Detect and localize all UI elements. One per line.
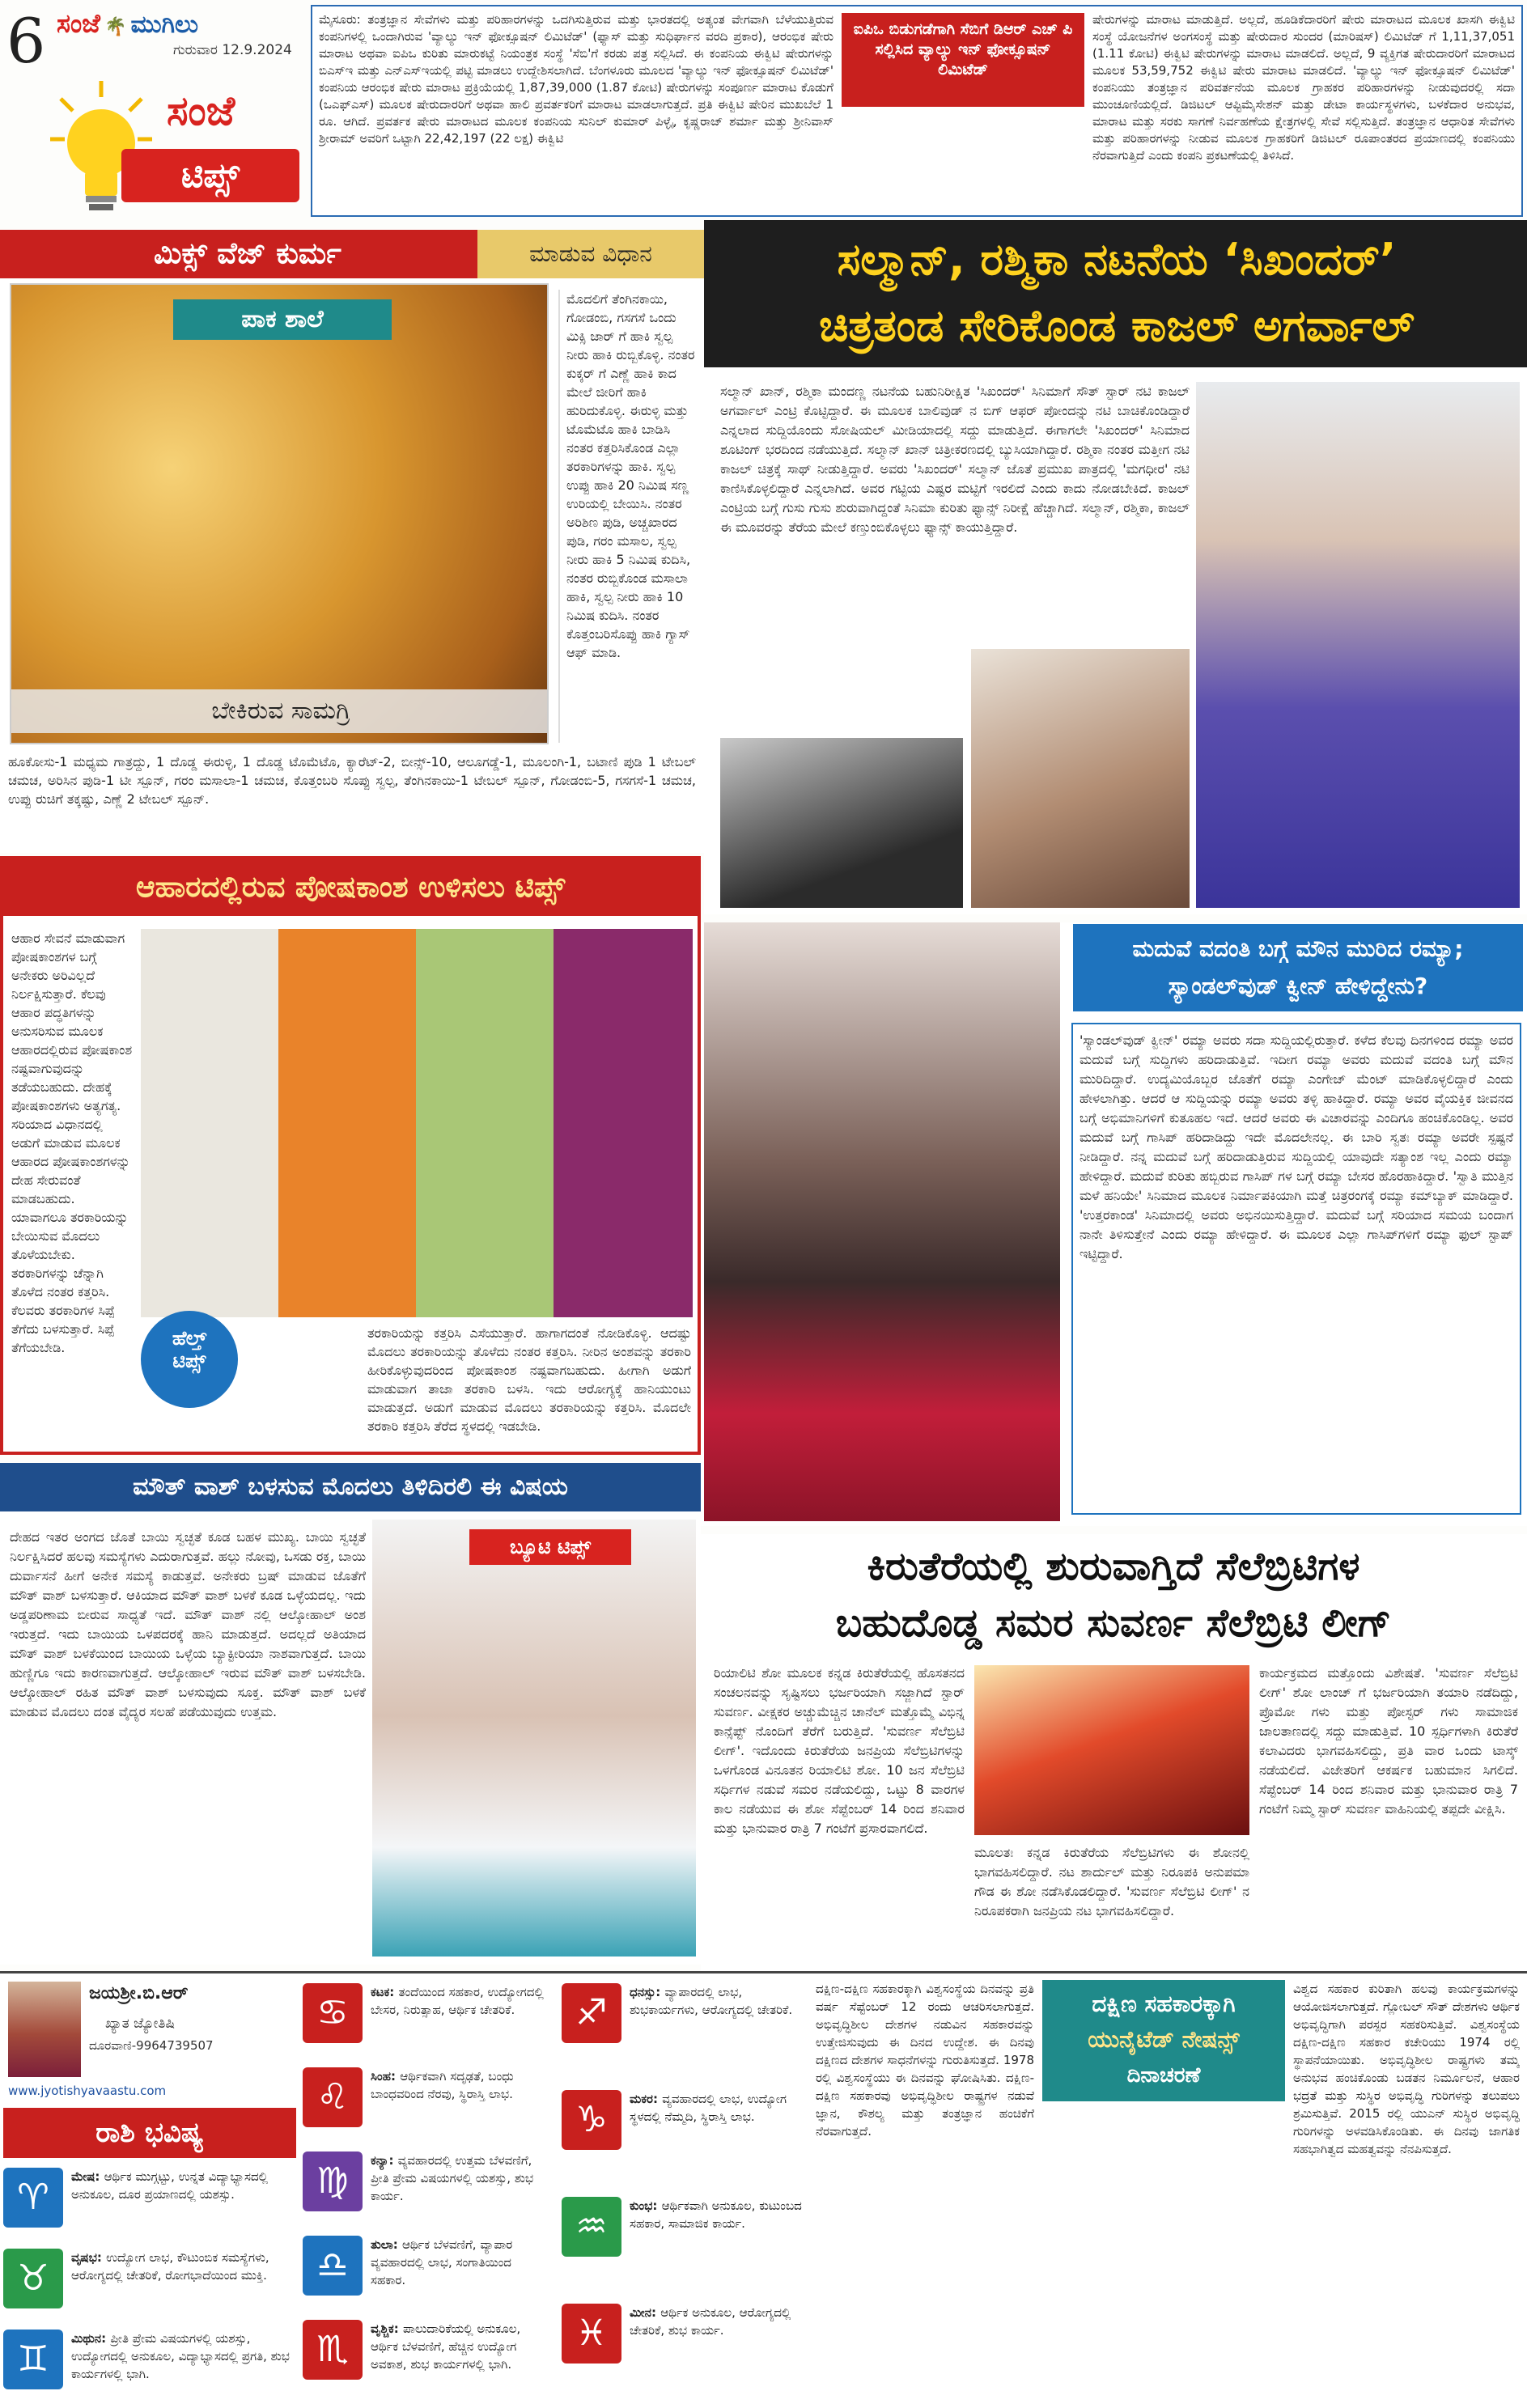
recipe-article (0, 230, 704, 853)
zodiac-text: ವ್ಯವಹಾರದಲ್ಲಿ ಲಾಭ, ಉದ್ಯೋಗ ಸ್ಥಳದಲ್ಲಿ ನೆಮ್ಮದಿ, ಸ್ಥಿರಾಸ್ತಿ ಲಾಭ. (630, 2092, 787, 2124)
zodiac-name: ವೃಶ್ಚಿಕ: (371, 2321, 404, 2336)
nutrition-title: ಆಹಾರದಲ್ಲಿರುವ ಪೋಷಕಾಂಶ ಉಳಿಸಲು ಟಿಪ್ಸ್ (135, 871, 566, 904)
zodiac-icon: ♓ (562, 2304, 621, 2363)
ipo-col1: ಮೈಸೂರು: ತಂತ್ರಜ್ಞಾನ ಸೇವೆಗಳು ಮತ್ತು ಪರಿಹಾರಗಳನ್ನು ಒದಗಿಸುತ್ತಿರುವ ಮತ್ತು ಭಾರತದಲ್ಲಿ ಅತ್ಯಂತ ವೇಗವಾಗಿ ಬೆಳೆಯುತ್ತಿರುವ ಕಂಪನಿಗಳಲ್ಲಿ ಒಂದಾಗಿರುವ 'ವ್ಯಾಲ್ಯು ಇನ್ ಫೋಕ್ಸೂಷನ್ ಲಿಮಿಟೆಡ್' (ಫ್ಯಾಸ್ ಮತ್ತು ಸುಧಿರ್ಘಾನ ವರದಿ ಪ್ರಕಾರ), ಆರಂಭಿಕ ಷೇರು ಮಾರಾಟ ಅಥವಾ ಐಪಿಒ ಕುರಿತು ಮಾರುಕಟ್ಟೆ ನಿಯಂತ್ರಕ ಸಂಸ್ಥೆ 'ಸೆಬಿ'ಗೆ ಕರಡು ಪತ್ರ ಸಲ್ಲಿಸಿದೆ. ಈ ಕಂಪನಿಯ ಈಕ್ವಿಟಿ ಷೇರುಗಳನ್ನು ಬಿಎಸ್ಇ ಮತ್ತು ಎನ್ಎಸ್ಇಯಲ್ಲಿ ಪಟ್ಟಿ ಮಾಡಲು ಉದ್ದೇಶಿಸಲಾಗಿದೆ. ಬೆಂಗಳೂರು ಮೂಲದ 'ವ್ಯಾಲ್ಯು ಇನ್ ಫೋಕ್ಸೂಷನ್ ಲಿಮಿಟೆಡ್' ಕಂಪನಿಯ ಆರಂಭಿಕ ಷೇರು ಮಾರಾಟ ಪ್ರಕ್ರಿಯೆಯಲ್ಲಿ 1,87,39,000 (1.87 ಕೋಟಿ) ಷೇರುಗಳನ್ನು ಸಂಪೂರ್ಣ ಮಾರಾಟ ಕೊಡುಗೆ (ಒಎಫ್ಎಸ್) ಮೂಲಕ ಷೇರುದಾರರಿಗೆ ಅಥವಾ ಹಾಲಿ ಪ್ರವರ್ತಕರಿಗೆ ಮಾರಾಟ ಮಾಡಲಾಗುತ್ತದೆ. ಪ್ರತಿ ಈಕ್ವಿಟಿ ಷೇರಿನ ಮುಖಬೆಲೆ 1 ರೂ. ಆಗಿದೆ. ಪ್ರವರ್ತಕ ಷೇರು ಮಾರಾಟದ ಮೂಲಕ ಕಂಪನಿಯ ಸುನಿಲ್ ಕುಮಾರ್ ಪಿಳ್ಳೈ, ಕೃಷ್ಣರಾಜ್ ಶರ್ಮಾ ಮತ್ತು ಶ್ರೀನಿವಾಸ್ ಶ್ರೀರಾಮ್ ಅವರಿಗೆ ಒಟ್ಟಾಗಿ 22,42,197 (22 ಲಕ್ಷ) ಈಕ್ವಿಟಿ (319, 12, 833, 146)
zodiac-icon: ♋ (303, 1983, 363, 2043)
zodiac-name: ಕುಂಭ: (630, 2198, 662, 2213)
beauty-tips-badge: ಬ್ಯೂಟಿ ಟಿಪ್ಸ್ (469, 1529, 631, 1565)
section-tips-badge: ಟಿಪ್ಸ್ (121, 149, 299, 202)
zodiac-text: ಆರ್ಥಿಕವಾಗಿ ಅನುಕೂಲ, ಕುಟುಂಬದ ಸಹಕಾರ, ಸಾಮಾಜಿಕ ಕಾರ್ಯ. (630, 2198, 802, 2231)
celebrity-headline-2: ಬಹುದೊಡ್ಡ ಸಮರ ಸುವರ್ಣ ಸೆಲೆಬ್ರಿಟಿ ಲೀಗ್ (835, 1600, 1392, 1646)
zodiac-name: ಸಿಂಹ: (371, 2069, 401, 2084)
vegetable-photo (141, 929, 693, 1317)
recipe-method: ಮೊದಲಿಗೆ ತೆಂಗಿನಕಾಯಿ, ಗೋಡಂಬಿ, ಗಸಗಸೆ ಒಂದು ಮಿಕ್ಸಿ ಜಾರ್ ಗೆ ಹಾಕಿ ಸ್ವಲ್ಪ ನೀರು ಹಾಕಿ ರುಬ್ಬಿಕೊಳ್ಳಿ. ನಂತರ ಕುಕ್ಕರ್ ಗೆ ಎಣ್ಣೆ ಹಾಕಿ ಕಾದ ಮೇಲೆ ಜೀರಿಗೆ ಹಾಕಿ ಹುರಿದುಕೊಳ್ಳಿ. ಈರುಳ್ಳಿ ಮತ್ತು ಟೊಮೆಟೊ ಹಾಕಿ ಬಾಡಿಸಿ ನಂತರ ಕತ್ತರಿಸಿಕೊಂಡ ಎಲ್ಲಾ ತರಕಾರಿಗಳನ್ನು ಹಾಕಿ. ಸ್ವಲ್ಪ ಉಪ್ಪು ಹಾಕಿ 20 ನಿಮಿಷ ಸಣ್ಣ ಉರಿಯಲ್ಲಿ ಬೇಯಿಸಿ. ನಂತರ ಅರಿಶಿಣ ಪುಡಿ, ಅಚ್ಚಖಾರದ ಪುಡಿ, ಗರಂ ಮಸಾಲ, ಸ್ವಲ್ಪ ನೀರು ಹಾಕಿ 5 ನಿಮಿಷ ಕುದಿಸಿ, ನಂತರ ರುಬ್ಬಿಕೊಂಡ ಮಸಾಲಾ ಹಾಕಿ, ಸ್ವಲ್ಪ ನೀರು ಹಾಕಿ 10 ನಿಮಿಷ ಕುದಿಸಿ. ನಂತರ ಕೊತ್ತಂಬರಿಸೊಪ್ಪು ಹಾಕಿ ಗ್ಯಾಸ್ ಆಫ್ ಮಾಡಿ. (558, 290, 698, 743)
zodiac-sign (299, 2232, 547, 2313)
zodiac-text: ಆರ್ಥಿಕ ಬೆಳವಣಿಗೆ, ವ್ಯಾಪಾರ ವ್ಯವಹಾರದಲ್ಲಿ ಲಾಭ, ಸಂಗಾತಿಯಿಂದ ಸಹಕಾರ. (371, 2237, 513, 2287)
ramya-photo (704, 922, 1060, 1521)
zodiac-sign (0, 2164, 293, 2242)
kajal-article (704, 220, 1527, 914)
palm-icon: 🌴 (104, 17, 127, 37)
rashmika-photo (971, 649, 1190, 908)
un-day-article (809, 1971, 1527, 2408)
rashi-title-bar (3, 2108, 296, 2158)
zodiac-text: ಆರ್ಥಿಕ ಮುಗ್ಗಟ್ಟು, ಉನ್ನತ ವಿದ್ಯಾಭ್ಯಾಸದಲ್ಲಿ ಅನುಕೂಲ, ದೂರ ಪ್ರಯಾಣದಲ್ಲಿ ಯಶಸ್ಸು. (71, 2169, 268, 2202)
zodiac-sign (0, 2326, 293, 2404)
zodiac-sign (299, 2064, 547, 2145)
zodiac-sign (558, 2087, 806, 2190)
un-day-headline-box (1042, 1980, 1285, 2101)
zodiac-sign (0, 2245, 293, 2323)
section-sanje: ಸಂಜೆ (167, 87, 235, 134)
zodiac-text: ಆರ್ಥಿಕ ಅನುಕೂಲ, ಆರೋಗ್ಯದಲ್ಲಿ ಚೇತರಿಕೆ, ಶುಭ ಕಾರ್ಯ. (630, 2305, 791, 2338)
mouthwash-article (0, 1463, 701, 1965)
ramya-headline-box (1071, 922, 1525, 1013)
zodiac-icon: ♏ (303, 2320, 363, 2380)
mouthwash-title: ಮೌತ್ ವಾಶ್ ಬಳಸುವ ಮೊದಲು ತಿಳಿದಿರಲಿ ಈ ವಿಷಯ (133, 1473, 568, 1501)
zodiac-text: ತಂದೆಯಿಂದ ಸಹಕಾರ, ಉದ್ಯೋಗದಲ್ಲಿ ಬೇಸರ, ನಿರುತ್ಸಾಹ, ಆರ್ಥಿಕ ಚೇತರಿಕೆ. (371, 1985, 544, 2017)
ramya-headline-2: ಸ್ಯಾಂಡಲ್‌ವುಡ್ ಕ್ವೀನ್ ಹೇಳಿದ್ದೇನು? (1168, 973, 1428, 999)
recipe-ingredients: ಹೂಕೋಸು-1 ಮಧ್ಯಮ ಗಾತ್ರದ್ದು, 1 ದೊಡ್ಡ ಈರುಳ್ಳಿ, 1 ದೊಡ್ಡ ಟೊಮೆಟೊ, ಕ್ಯಾರೆಟ್-2, ಬೀನ್ಸ್-10, ಆಲೂಗಡ್ಡೆ-1, ಮೂಲಂಗಿ-1, ಬಟಾಣಿ ಪುಡಿ 1 ಟೇಬಲ್ ಚಮಚ, ಅರಿಸಿನ ಪುಡಿ-1 ಟೀ ಸ್ಪೂನ್, ಗರಂ ಮಸಾಲಾ-1 ಚಮಚ, ಕೊತ್ತಂಬರಿ ಸೊಪ್ಪು ಸ್ವಲ್ಪ, ತೆಂಗಿನಕಾಯಿ-1 ಟೇಬಲ್ ಸ್ಪೂನ್, ಗೋಡಂಬಿ-5, ಗಸಗಸೆ-1 ಚಮಚ, ಉಪ್ಪು ರುಚಿಗೆ ತಕ್ಕಷ್ಟು, ಎಣ್ಣೆ 2 ಟೇಬಲ್ ಸ್ಪೂನ್. (8, 754, 696, 807)
celebrity-headline-1: ಕಿರುತೆರೆಯಲ್ಲಿ ಶುರುವಾಗ್ತಿದೆ ಸೆಲೆಬ್ರಿಟಿಗಳ (867, 1544, 1360, 1589)
zodiac-name: ಧನಸ್ಸು: (630, 1985, 665, 1999)
salman-photo (720, 738, 963, 908)
zodiac-sign (299, 1980, 547, 2061)
zodiac-name: ವೃಷಭ: (71, 2250, 107, 2265)
recipe-method-label: ಮಾಡುವ ವಿಧಾನ (477, 230, 704, 278)
zodiac-text: ಆರ್ಥಿಕವಾಗಿ ಸದೃಢತೆ, ಬಂಧು ಬಾಂಧವರಿಂದ ನೆರವು, ಸ್ಥಿರಾಸ್ತಿ ಲಾಭ. (371, 2069, 514, 2101)
zodiac-name: ತುಲಾ: (371, 2237, 402, 2252)
nutrition-col2: ತರಕಾರಿಯನ್ನು ಕತ್ತರಿಸಿ ಎಸೆಯುತ್ತಾರೆ. ಹಾಗಾಗದಂತೆ ನೋಡಿಕೊಳ್ಳಿ. ಆದಷ್ಟು ಮೊದಲು ತರಕಾರಿಯನ್ನು ತೊಳೆದು ನಂತರ ಕತ್ತರಿಸಿ. ನೀರಿನ ಅಂಶವನ್ನು ತರಕಾರಿ ಹೀರಿಕೊಳ್ಳುವುದರಿಂದ ಪೋಷಕಾಂಶ ನಷ್ಟವಾಗಬಹುದು. ಹೀಗಾಗಿ ಅಡುಗೆ ಮಾಡುವಾಗ ತಾಜಾ ತರಕಾರಿ ಬಳಸಿ. ಇದು ಆರೋಗ್ಯಕ್ಕೆ ಹಾನಿಯುಂಟು ಮಾಡುತ್ತದೆ. ಅಡುಗೆ ಮಾಡುವ ಮೊದಲು ತರಕಾರಿಯನ್ನು ಕತ್ತರಿಸಿ. ಮೊದಲೇ ತರಕಾರಿ ಕತ್ತರಿಸಿ ತೆರೆದ ಸ್ಥಳದಲ್ಲಿ ಇಡಬೇಡಿ. (367, 1325, 691, 1434)
brand-mugilu: ಮುಗಿಲು (130, 11, 199, 39)
recipe-photo (10, 283, 549, 744)
kajal-body: ಸಲ್ಮಾನ್ ಖಾನ್, ರಶ್ಮಿಕಾ ಮಂದಣ್ಣ ನಟನೆಯ ಬಹುನಿರೀಕ್ಷಿತ 'ಸಿಖಂದರ್' ಸಿನಿಮಾಗೆ ಸೌತ್ ಸ್ಟಾರ್ ನಟಿ ಕಾಜಲ್ ಅಗರ್ವಾಲ್ ಎಂಟ್ರಿ ಕೊಟ್ಟಿದ್ದಾರೆ. ಈ ಮೂಲಕ ಬಾಲಿವುಡ್ ನ ಬಿಗ್ ಆಫರ್ ಪೋಂದನ್ನು ನಟಿ ಬಾಚಿಕೊಂಡಿದ್ದಾರೆ ಎನ್ನಲಾದ ಸುದ್ದಿಯೊಂದು ಸೋಷಿಯಲ್ ಮೀಡಿಯಾದಲ್ಲಿ ಸದ್ದು ಮಾಡುತ್ತಿದೆ. ಈಗಾಗಲೇ 'ಸಿಖಂದರ್' ಸಿನಿಮಾದ ಶೂಟಿಂಗ್ ಭರದಿಂದ ನಡೆಯುತ್ತಿದೆ. ಸಲ್ಮಾನ್ ಖಾನ್ ಚಿತ್ರೀಕರಣದಲ್ಲಿ ಬ್ಯುಸಿಯಾಗಿದ್ದಾರೆ. ರಶ್ಮಿಕಾ ನಂತರ ಮತ್ತೀಗ ನಟಿ ಕಾಜಲ್ ಚಿತ್ರಕ್ಕೆ ಸಾಥ್ ನೀಡುತ್ತಿದ್ದಾರೆ. ಅವರು 'ಸಿಖಂದರ್' ಸಲ್ಮಾನ್ ಜೊತೆ ಪ್ರಮುಖ ಪಾತ್ರದಲ್ಲಿ 'ಮಗಧೀರ' ನಟಿ ಕಾಣಿಸಿಕೊಳ್ಳಲಿದ್ದಾರೆ ಎನ್ನಲಾಗಿದೆ. ಅವರ ಗಟ್ಟಿಯ ಎಷ್ಟರ ಮಟ್ಟಿಗೆ ಇರಲಿದೆ ಎಂದು ಕಾದು ನೋಡಬೇಕಿದೆ. ಕಾಜಲ್ ಎಂಟ್ರಿಯ ಬಗ್ಗೆ ಗುಸು ಗುಸು ಶುರುವಾಗಿದ್ದಂತೆ ಸಿನಿಮಾ ಕುರಿತು ಫ್ಯಾನ್ಸ್ ನಿರೀಕ್ಷೆ ಹೆಚ್ಚಾಗಿದೆ. ಸಲ್ಮಾನ್, ರಶ್ಮಿಕಾ, ಕಾಜಲ್ ಈ ಮೂವರನ್ನು ತೆರೆಯ ಮೇಲೆ ಕಣ್ತುಂಬಿಕೊಳ್ಳಲು ಫ್ಯಾನ್ಸ್ ಕಾಯುತ್ತಿದ್ದಾರೆ. (720, 384, 1190, 535)
zodiac-name: ಮೀನ: (630, 2305, 661, 2320)
un-day-headline-1: ದಕ್ಷಿಣ ಸಹಕಾರಕ್ಕಾಗಿ (1092, 1990, 1236, 2017)
zodiac-name: ಕನ್ಯಾ: (371, 2153, 398, 2168)
zodiac-sign (558, 1980, 806, 2084)
mouthwash-title-bar (0, 1463, 701, 1511)
ipo-article (311, 5, 1523, 217)
zodiac-icon: ♈ (3, 2168, 63, 2228)
zodiac-icon: ♐ (562, 1983, 621, 2043)
kajal-headline-1: ಸಲ್ಮಾನ್, ರಶ್ಮಿಕಾ ನಟನೆಯ ‘ಸಿಖಂದರ್’ (837, 234, 1397, 285)
zodiac-icon: ♌ (303, 2067, 363, 2127)
ramya-article (701, 922, 1527, 1526)
zodiac-text: ಪ್ರೀತಿ ಪ್ರೇಮ ವಿಷಯಗಳಲ್ಲಿ ಯಶಸ್ಸು, ಉದ್ಯೋಗದಲ್ಲಿ ಅನುಕೂಲ, ವಿದ್ಯಾಭ್ಯಾಸದಲ್ಲಿ ಪ್ರಗತಿ, ಶುಭ ಕಾರ್ಯಗಳಲ್ಲಿ ಭಾಗಿ. (71, 2331, 290, 2381)
celebrity-col1: ರಿಯಾಲಿಟಿ ಶೋ ಮೂಲಕ ಕನ್ನಡ ಕಿರುತೆರೆಯಲ್ಲಿ ಹೊಸತನದ ಸಂಚಲನವನ್ನು ಸೃಷ್ಟಿಸಲು ಭರ್ಜರಿಯಾಗಿ ಸಜ್ಜಾಗಿದೆ ಸ್ಟಾರ್ ಸುವರ್ಣ. ವೀಕ್ಷಕರ ಅಚ್ಚುಮೆಚ್ಚಿನ ಚಾನೆಲ್ ಮತ್ತೊಮ್ಮೆ ವಿಭಿನ್ನ ಕಾನ್ಸೆಪ್ಟ್ ನೊಂದಿಗೆ ತೆರೆಗೆ ಬರುತ್ತಿದೆ. 'ಸುವರ್ಣ ಸೆಲೆಬ್ರಿಟಿ ಲೀಗ್'. ಇದೊಂದು ಕಿರುತೆರೆಯ ಜನಪ್ರಿಯ ಸೆಲೆಬ್ರಿಟಿಗಳನ್ನು ಒಳಗೊಂಡ ವಿನೂತನ ರಿಯಾಲಿಟಿ ಶೋ. 10 ಜನ ಸೆಲೆಬ್ರಿಟಿ ಸರ್ಧಿಗಳ ನಡುವೆ ಸಮರ ನಡೆಯಲಿದ್ದು, ಒಟ್ಟು 8 ವಾರಗಳ ಕಾಲ ನಡೆಯುವ ಈ ಶೋ ಸೆಪ್ಟೆಂಬರ್ 14 ರಿಂದ ಶನಿವಾರ ಮತ್ತು ಭಾನುವಾರ ರಾತ್ರಿ 7 ಗಂಟೆಗೆ ಪ್ರಸಾರವಾಗಲಿದೆ. (714, 1665, 965, 1836)
un-day-col1: ದಕ್ಷಿಣ-ದಕ್ಷಿಣ ಸಹಕಾರಕ್ಕಾಗಿ ವಿಶ್ವಸಂಸ್ಥೆಯ ದಿನವನ್ನು ಪ್ರತಿ ವರ್ಷ ಸೆಪ್ಟೆಂಬರ್ 12 ರಂದು ಆಚರಿಸಲಾಗುತ್ತದೆ. ಅಭಿವೃದ್ಧಿಶೀಲ ದೇಶಗಳ ನಡುವಿನ ಸಹಕಾರವನ್ನು ಉತ್ತೇಜಿಸುವುದು ಈ ದಿನದ ಉದ್ದೇಶ. ಈ ದಿನವು ದಕ್ಷಿಣದ ದೇಶಗಳ ಸಾಧನೆಗಳನ್ನು ಗುರುತಿಸುತ್ತದೆ. 1978 ರಲ್ಲಿ ವಿಶ್ವಸಂಸ್ಥೆಯು ಈ ದಿನವನ್ನು ಘೋಷಿಸಿತು. ದಕ್ಷಿಣ-ದಕ್ಷಿಣ ಸಹಕಾರವು ಅಭಿವೃದ್ಧಿಶೀಲ ರಾಷ್ಟ್ರಗಳ ನಡುವೆ ಜ್ಞಾನ, ಕೌಶಲ್ಯ ಮತ್ತು ತಂತ್ರಜ್ಞಾನ ಹಂಚಿಕೆಗೆ ನೆರವಾಗುತ್ತದೆ. (816, 1982, 1034, 2139)
health-tips-badge (141, 1311, 238, 1408)
mouthwash-body: ದೇಹದ ಇತರ ಅಂಗದ ಜೊತೆ ಬಾಯಿ ಸ್ವಚ್ಛತೆ ಕೂಡ ಬಹಳ ಮುಖ್ಯ. ಬಾಯಿ ಸ್ವಚ್ಛತೆ ನಿರ್ಲಕ್ಷಿಸಿದರೆ ಹಲವು ಸಮಸ್ಯೆಗಳು ಎದುರಾಗುತ್ತವೆ. ಹಲ್ಲು ನೋವು, ಒಸಡು ರಕ್ತ, ಬಾಯಿ ದುರ್ವಾಸನೆ ಹೀಗೆ ಅನೇಕ ಸಮಸ್ಯೆ ಕಾಡುತ್ತವೆ. ಅನೇಕರು ಬ್ರಷ್ ಮಾಡುವ ಜೊತೆಗೆ ಮೌತ್ ವಾಶ್ ಬಳಸುತ್ತಾರೆ. ಆಕಿಯಾದ ಮೌತ್ ವಾಶ್ ಬಳಕೆ ಕೂಡ ಒಳ್ಳೆಯದಲ್ಲ. ಇದು ಅಡ್ಡಪರಿಣಾಮ ಬೀರುವ ಸಾಧ್ಯತೆ ಇದೆ. ಮೌತ್ ವಾಶ್ ನಲ್ಲಿ ಆಲ್ಕೋಹಾಲ್ ಅಂಶ ಇರುತ್ತದೆ. ಇದು ಬಾಯಿಯ ಒಳಪದರಕ್ಕೆ ಹಾನಿ ಮಾಡುತ್ತದೆ. ಅದಲ್ಲದೆ ಅತಿಯಾದ ಮೌತ್ ವಾಶ್ ಬಳಕೆಯಿಂದ ಬಾಯಿಯ ಒಳ್ಳೆಯ ಬ್ಯಾಕ್ಟೀರಿಯಾ ನಾಶವಾಗುತ್ತದೆ. ಬಾಯಿ ಹುಣ್ಣಿಗೂ ಇದು ಕಾರಣವಾಗುತ್ತದೆ. ಆಲ್ಕೋಹಾಲ್ ಇರುವ ಮೌತ್ ವಾಶ್ ಬಳಸಬೇಡಿ. ಆಲ್ಕೋಹಾಲ್ ರಹಿತ ಮೌತ್ ವಾಶ್ ಬಳಸುವುದು ಸೂಕ್ತ. ಮೌತ್ ವಾಶ್ ಬಳಕೆ ಮಾಡುವ ಮೊದಲು ದಂತ ವೈದ್ಯರ ಸಲಹೆ ಪಡೆಯುವುದು ಉತ್ತಮ. (10, 1529, 366, 1719)
zodiac-text: ಪಾಲುದಾರಿಕೆಯಲ್ಲಿ ಅನುಕೂಲ, ಆರ್ಥಿಕ ಬೆಳವಣಿಗೆ, ಹೆಚ್ಚಿನ ಉದ್ಯೋಗ ಅವಕಾಶ, ಶುಭ ಕಾರ್ಯಗಳಲ್ಲಿ ಭಾಗಿ. (371, 2321, 521, 2372)
zodiac-name: ಮೇಷ: (71, 2169, 104, 2184)
astrologer-website[interactable]: www.jyotishyavaastu.com (8, 2084, 167, 2098)
celebrity-col2: ಮೂಲತಃ ಕನ್ನಡ ಕಿರುತೆರೆಯ ಸೆಲೆಬ್ರಿಟಿಗಳು ಈ ಶೋನಲ್ಲಿ ಭಾಗವಹಿಸಲಿದ್ದಾರೆ. ನಟ ಶಾರ್ದುಲ್ ಮತ್ತು ನಿರೂಪಕಿ ಅನುಪಮಾ ಗೌಡ ಈ ಶೋ ನಡೆಸಿಕೊಡಲಿದ್ದಾರೆ. 'ಸುವರ್ಣ ಸೆಲೆಬ್ರಿಟಿ ಲೀಗ್' ನ ನಿರೂಪಕರಾಗಿ ಜನಪ್ರಿಯ ನಟ ಭಾಗವಹಿಸಲಿದ್ದಾರೆ. (974, 1845, 1249, 1918)
un-day-headline-3: ದಿನಾಚರಣೆ (1126, 2063, 1201, 2088)
page-number: 6 (6, 5, 46, 77)
un-day-col2: ವಿಶ್ವದ ಸಹಕಾರ ಕುರಿತಾಗಿ ಹಲವು ಕಾರ್ಯಕ್ರಮಗಳನ್ನು ಆಯೋಜಿಸಲಾಗುತ್ತದೆ. ಗ್ಲೋಬಲ್ ಸೌತ್ ದೇಶಗಳು ಆರ್ಥಿಕ ಅಭಿವೃದ್ಧಿಗಾಗಿ ಪರಸ್ಪರ ಸಹಕರಿಸುತ್ತಿವೆ. ವಿಶ್ವಸಂಸ್ಥೆಯ ದಕ್ಷಿಣ-ದಕ್ಷಿಣ ಸಹಕಾರ ಕಚೇರಿಯು 1974 ರಲ್ಲಿ ಸ್ಥಾಪನೆಯಾಯಿತು. ಅಭಿವೃದ್ಧಿಶೀಲ ರಾಷ್ಟ್ರಗಳು ತಮ್ಮ ಅನುಭವ ಹಂಚಿಕೊಂಡು ಬಡತನ ನಿರ್ಮೂಲನೆ, ಆಹಾರ ಭದ್ರತೆ ಮತ್ತು ಸುಸ್ಥಿರ ಅಭಿವೃದ್ಧಿ ಗುರಿಗಳನ್ನು ತಲುಪಲು ಶ್ರಮಿಸುತ್ತಿವೆ. 2015 ರಲ್ಲಿ ಯುಎನ್ ಸುಸ್ಥಿರ ಅಭಿವೃದ್ಧಿ ಗುರಿಗಳನ್ನು ಅಳವಡಿಸಿಕೊಂಡಿತು. ಈ ದಿನವು ಜಾಗತಿಕ ಸಹಭಾಗಿತ್ವದ ಮಹತ್ವವನ್ನು ನೆನಪಿಸುತ್ತದೆ. (1293, 1982, 1520, 2156)
ipo-col2: ಷೇರುಗಳನ್ನು ಮಾರಾಟ ಮಾಡುತ್ತಿದೆ. ಅಲ್ಲದೆ, ಹೂಡಿಕೆದಾರರಿಗೆ ಷೇರು ಮಾರಾಟದ ಮೂಲಕ ಖಾಸಗಿ ಈಕ್ವಿಟಿ ಸಂಸ್ಥೆ ಯೋಜನೆಗಳ ಅಂಗಸಂಸ್ಥೆ ಮತ್ತು ಷೇರುದಾರ ಸುಂದರ (ಮಾರಿಷಸ್) ಲಿಮಿಟೆಡ್ ಗೆ 1,11,37,051 (1.11 ಕೋಟಿ) ಈಕ್ವಿಟಿ ಷೇರುಗಳನ್ನು ಮಾರಾಟ ಮಾಡಲಿದೆ. ಅಲ್ಲದೆ, 9 ವ್ಯಕ್ತಿಗತ ಷೇರುದಾರರಿಗೆ ಮಾರಾಟದ ಮೂಲಕ 53,59,752 ಈಕ್ವಿಟಿ ಷೇರು ಮಾರಾಟ ಮಾಡಲಿದೆ. 'ವ್ಯಾಲ್ಯು ಇನ್ ಫೋಕ್ಸೂಷನ್ ಲಿಮಿಟೆಡ್' ಕಂಪನಿಯು ತಂತ್ರಜ್ಞಾನ ಪರಿವರ್ತನೆಯ ಮೂಲಕ ಗ್ರಾಹಕರ ಪರಿಹಾರಗಳನ್ನು ನೀಡುವುದರಲ್ಲಿ ಸದಾ ಮುಂಚೂಣಿಯಲ್ಲಿದೆ. ಡಿಜಿಟಲ್ ಆಪ್ಟಿಮೈಸೇಶನ್ ಮತ್ತು ಡೇಟಾ ಕಾರ್ಯಸ್ಥಳಗಳು, ಬಳಕೆದಾರ ಅನುಭವ, ಮಾರಾಟ ಮತ್ತು ಸರಕು ಸಾಗಣೆ ನಿರ್ವಹಣೆಯ ಕ್ಷೇತ್ರಗಳಲ್ಲಿ ಸೇವೆ ಸಲ್ಲಿಸುತ್ತಿದೆ. ತಂತ್ರಜ್ಞಾನ ಆಧಾರಿತ ಸೇವೆಗಳು ಮತ್ತು ಪರಿಹಾರಗಳನ್ನು ನೀಡುವ ಮೂಲಕ ಗ್ರಾಹಕರಿಗೆ ಡಿಜಿಟಲ್ ರೂಪಾಂತರದ ಪ್ರಯಾಣದಲ್ಲಿ ಕಂಪನಿಯು ನೆರವಾಗುತ್ತಿದೆ ಎಂದು ಕಂಪನಿ ಪ್ರಕಟಣೆಯಲ್ಲಿ ತಿಳಿಸಿದೆ. (1092, 12, 1515, 163)
zodiac-text: ಉದ್ಯೋಗ ಲಾಭ, ಕೌಟುಂಬಿಕ ಸಮಸ್ಯೆಗಳು, ಆರೋಗ್ಯದಲ್ಲಿ ಚೇತರಿಕೆ, ರೋಗಭಾದೆಯಿಂದ ಮುಕ್ತಿ. (71, 2250, 269, 2283)
nutrition-col1: ಆಹಾರ ಸೇವನೆ ಮಾಡುವಾಗ ಪೋಷಕಾಂಶಗಳ ಬಗ್ಗೆ ಅನೇಕರು ಅರಿವಿಲ್ಲದೆ ನಿರ್ಲಕ್ಷಿಸುತ್ತಾರೆ. ಕೆಲವು ಆಹಾರ ಪದ್ಧತಿಗಳನ್ನು ಅನುಸರಿಸುವ ಮೂಲಕ ಆಹಾರದಲ್ಲಿರುವ ಪೋಷಕಾಂಶ ನಷ್ಟವಾಗುವುದನ್ನು ತಡೆಯಬಹುದು. ದೇಹಕ್ಕೆ ಪೋಷಕಾಂಶಗಳು ಅತ್ಯಗತ್ಯ. ಸರಿಯಾದ ವಿಧಾನದಲ್ಲಿ ಅಡುಗೆ ಮಾಡುವ ಮೂಲಕ ಆಹಾರದ ಪೋಷಕಾಂಶಗಳನ್ನು ದೇಹ ಸೇರುವಂತೆ ಮಾಡಬಹುದು. ಯಾವಾಗಲೂ ತರಕಾರಿಯನ್ನು ಬೇಯಿಸುವ ಮೊದಲು ತೊಳೆಯಬೇಕು. ತರಕಾರಿಗಳನ್ನು ಚೆನ್ನಾಗಿ ತೊಳೆದ ನಂತರ ಕತ್ತರಿಸಿ. ಕೆಲವರು ತರಕಾರಿಗಳ ಸಿಪ್ಪೆ ತೆಗೆದು ಬಳಸುತ್ತಾರೆ. ಸಿಪ್ಪೆ ತೆಗೆಯಬೇಡಿ. (11, 931, 133, 1355)
ingredients-label: ಬೇಕಿರುವ ಸಾಮಗ್ರಿ (11, 689, 549, 733)
recipe-title: ಮಿಕ್ಸ್ ವೆಜ್ ಕುರ್ಮ (154, 237, 341, 270)
ramya-body: 'ಸ್ಯಾಂಡಲ್‌ವುಡ್ ಕ್ವೀನ್' ರಮ್ಯಾ ಅವರು ಸದಾ ಸುದ್ದಿಯಲ್ಲಿರುತ್ತಾರೆ. ಕಳೆದ ಕೆಲವು ದಿನಗಳಿಂದ ರಮ್ಯಾ ಅವರ ಮದುವೆ ಬಗ್ಗೆ ಸುದ್ದಿಗಳು ಹರಿದಾಡುತ್ತಿವೆ. ಇದೀಗ ರಮ್ಯಾ ಅವರು ಮದುವೆ ವದಂತಿ ಬಗ್ಗೆ ಮೌನ ಮುರಿದಿದ್ದಾರೆ. ಉದ್ಯಮಿಯೊಬ್ಬರ ಜೊತೆಗೆ ರಮ್ಯಾ ಎಂಗೇಜ್ ಮೆಂಟ್ ಮಾಡಿಕೊಳ್ಳಲಿದ್ದಾರೆ ಎಂದು ಹೇಳಲಾಗಿತ್ತು. ಆದರೆ ಆ ಸುದ್ದಿಯನ್ನು ರಮ್ಯಾ ಅವರು ತಳ್ಳಿ ಹಾಕಿದ್ದಾರೆ. ರಮ್ಯಾ ಅವರ ವೈಯಕ್ತಿಕ ಜೀವನದ ಬಗ್ಗೆ ಅಭಿಮಾನಿಗಳಿಗೆ ಕುತೂಹಲ ಇದೆ. ಆದರೆ ಅವರು ಈ ವಿಚಾರವನ್ನು ಎಂದಿಗೂ ಹಂಚಿಕೊಂಡಿಲ್ಲ. ಅವರ ಮದುವೆ ಬಗ್ಗೆ ಗಾಸಿಪ್ ಹರಿದಾಡಿದ್ದು ಇದೇ ಮೊದಲೇನಲ್ಲ. ಈ ಬಾರಿ ಸ್ವತಃ ರಮ್ಯಾ ಅವರೇ ಸ್ಪಷ್ಟನೆ ನೀಡಿದ್ದಾರೆ. ನನ್ನ ಮದುವೆ ಬಗ್ಗೆ ಹರಿದಾಡುತ್ತಿರುವ ಸುದ್ದಿಯಲ್ಲಿ ಯಾವುದೇ ಸತ್ಯಾಂಶ ಇಲ್ಲ ಎಂದು ರಮ್ಯಾ ಹೇಳಿದ್ದಾರೆ. ಮದುವೆ ಕುರಿತು ಹಬ್ಬಿರುವ ಗಾಸಿಪ್ ಗಳ ಬಗ್ಗೆ ರಮ್ಯಾ ಬೇಸರ ಹೊರಹಾಕಿದ್ದಾರೆ. 'ಸ್ವಾತಿ ಮುತ್ತಿನ ಮಳೆ ಹನಿಯೇ' ಸಿನಿಮಾದ ಮೂಲಕ ನಿರ್ಮಾಪಕಿಯಾಗಿ ಮತ್ತೆ ಚಿತ್ರರಂಗಕ್ಕೆ ರಮ್ಯಾ ಕಮ್‌ಬ್ಯಾಕ್ ಮಾಡಿದ್ದಾರೆ. 'ಉತ್ತರಕಾಂಡ' ಸಿನಿಮಾದಲ್ಲಿ ಅವರು ಅಭಿನಯಿಸುತ್ತಿದ್ದಾರೆ. ಮದುವೆ ಬಗ್ಗೆ ಸರಿಯಾದ ಸಮಯ ಬಂದಾಗ ನಾನೇ ತಿಳಿಸುತ್ತೇನೆ ಎಂದು ರಮ್ಯಾ ಹೇಳಿದ್ದಾರೆ. ಈ ಮೂಲಕ ಎಲ್ಲಾ ಗಾಸಿಪ್‌ಗಳಿಗೆ ರಮ್ಯಾ ಫುಲ್ ಸ್ಟಾಪ್ ಇಟ್ಟಿದ್ದಾರೆ. (1071, 1023, 1521, 1515)
kajal-headline-block (704, 220, 1527, 367)
ipo-headline-box (842, 13, 1084, 107)
brand (57, 8, 299, 40)
zodiac-icon: ♒ (562, 2197, 621, 2257)
issue-date: ಗುರುವಾರ 12.9.2024 (173, 42, 292, 58)
zodiac-icon: ♊ (3, 2330, 63, 2389)
nutrition-article (0, 856, 701, 1455)
ipo-headline: ಐಪಿಒ ಬಿಡುಗಡೆಗಾಗಿ ಸೆಬಿಗೆ ಡಿಆರ್ ಎಚ್ ಪಿ ಸಲ್ಲಿಸಿದ ವ್ಯಾಲ್ಯು ಇನ್ ಫೋಕ್ಸೂಷನ್ ಲಿಮಿಟೆಡ್ (853, 20, 1073, 78)
zodiac-name: ಕಟಕ: (371, 1985, 399, 1999)
astrologer-photo (8, 1982, 81, 2077)
kajal-photo (1196, 382, 1520, 908)
zodiac-text: ವ್ಯವಹಾರದಲ್ಲಿ ಉತ್ತಮ ಬೆಳವಣಿಗೆ, ಪ್ರೀತಿ ಪ್ರೇಮ ವಿಷಯಗಳಲ್ಲಿ ಯಶಸ್ಸು, ಶುಭ ಕಾರ್ಯ. (371, 2153, 534, 2203)
zodiac-name: ಮಿಥುನ: (71, 2331, 111, 2346)
celebrity-poster (974, 1665, 1249, 1835)
zodiac-sign (558, 2300, 806, 2404)
zodiac-name: ಮಕರ: (630, 2092, 663, 2106)
brand-sanje: ಸಂಜೆ (57, 8, 100, 39)
kajal-headline-2: ಚಿತ್ರತಂಡ ಸೇರಿಕೊಂಡ ಕಾಜಲ್ ಅಗರ್ವಾಲ್ (819, 300, 1415, 351)
zodiac-sign (299, 2317, 547, 2397)
celebrity-article (701, 1534, 1527, 1995)
zodiac-icon: ♑ (562, 2090, 621, 2150)
astrologer-phone: ದೂರವಾಣಿ-9964739507 (89, 2038, 214, 2053)
zodiac-sign (299, 2148, 547, 2229)
ramya-headline-1: ಮದುವೆ ವದಂತಿ ಬಗ್ಗೆ ಮೌನ ಮುರಿದ ರಮ್ಯಾ; (1132, 935, 1464, 962)
kitchen-label: ಪಾಕ ಶಾಲೆ (173, 299, 392, 340)
zodiac-icon: ♎ (303, 2236, 363, 2296)
astrologer-name: ಜಯಶ್ರೀ.ಬಿ.ಆರ್ (89, 1983, 189, 2003)
health-badge-2: ಟಿಪ್ಸ್ (172, 1350, 206, 1372)
zodiac-icon: ♍ (303, 2152, 363, 2211)
astrology-section (0, 1971, 809, 2408)
un-day-headline-2: ಯುನೈಟೆಡ್ ನೇಷನ್ಸ್ (1088, 2026, 1240, 2053)
astrologer-role: ಖ್ಯಾತ ಜ್ಯೋತಿಷಿ (105, 2016, 175, 2032)
celebrity-col3: ಕಾರ್ಯಕ್ರಮದ ಮತ್ತೊಂದು ವಿಶೇಷತೆ. 'ಸುವರ್ಣ ಸೆಲೆಬ್ರಿಟಿ ಲೀಗ್' ಶೋ ಲಾಂಚ್ ಗೆ ಭರ್ಜರಿಯಾಗಿ ತಯಾರಿ ನಡೆದಿದ್ದು, ಪ್ರೊಮೋ ಗಳು ಮತ್ತು ಪೋಸ್ಟರ್ ಗಳು ಸಾಮಾಜಿಕ ಜಾಲತಾಣದಲ್ಲಿ ಸದ್ದು ಮಾಡುತ್ತಿವೆ. 10 ಸ್ಪರ್ಧಿಗಳಾಗಿ ಕಿರುತೆರೆ ಕಲಾವಿದರು ಭಾಗವಹಿಸಲಿದ್ದು, ಪ್ರತಿ ವಾರ ಒಂದು ಟಾಸ್ಕ್ ನಡೆಯಲಿದೆ. ವಿಜೇತರಿಗೆ ಆಕರ್ಷಕ ಬಹುಮಾನ ಸಿಗಲಿದೆ. ಸೆಪ್ಟೆಂಬರ್ 14 ರಿಂದ ಶನಿವಾರ ಮತ್ತು ಭಾನುವಾರ ರಾತ್ರಿ 7 ಗಂಟೆಗೆ ನಿಮ್ಮ ಸ್ಟಾರ್ ಸುವರ್ಣ ವಾಹಿನಿಯಲ್ಲಿ ತಪ್ಪದೇ ವೀಕ್ಷಿಸಿ. (1259, 1665, 1518, 1817)
masthead (0, 0, 308, 227)
recipe-title-bar (0, 230, 477, 278)
mouthwash-photo (372, 1520, 696, 1956)
health-badge-1: ಹೆಲ್ತ್ (172, 1327, 207, 1350)
zodiac-icon: ♉ (3, 2249, 63, 2308)
nutrition-title-bar (3, 859, 698, 916)
zodiac-sign (558, 2194, 806, 2297)
rashi-title: ರಾಶಿ ಭವಿಷ್ಯ (95, 2117, 204, 2149)
zodiac-text: ವ್ಯಾಪಾರದಲ್ಲಿ ಲಾಭ, ಶುಭಕಾರ್ಯಗಳು, ಆರೋಗ್ಯದಲ್ಲಿ ಚೇತರಿಕೆ. (630, 1985, 793, 2017)
